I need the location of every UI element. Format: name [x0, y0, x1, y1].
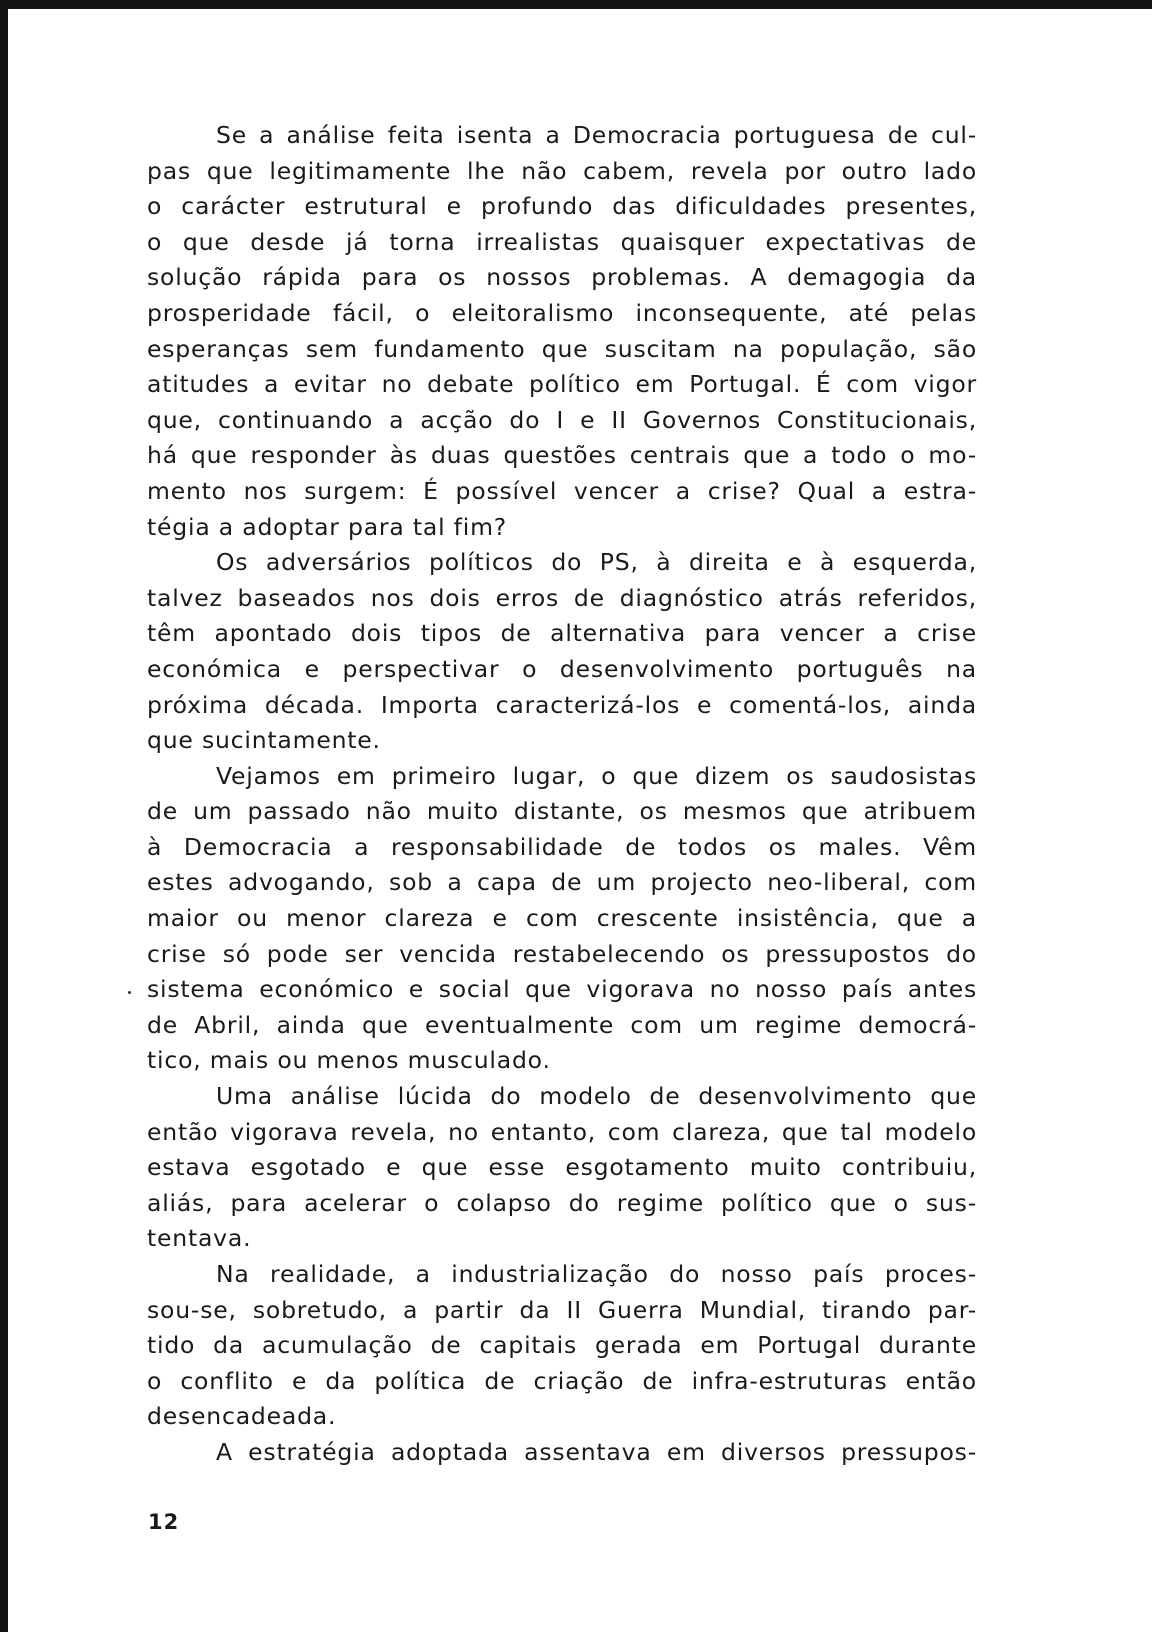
- text-line: então vigorava revela, no entanto, com clareza, que tal modelo: [147, 1117, 977, 1146]
- scan-border-top: [0, 0, 1152, 9]
- text-line: maior ou menor clareza e com crescente insistência, que a: [147, 904, 977, 933]
- text-line: de um passado não muito distante, os mesmos que atribuem: [147, 797, 977, 826]
- page-number: 12: [148, 1510, 180, 1534]
- text-line: tido da acumulação de capitais gerada em Portugal durante: [147, 1331, 977, 1360]
- text-line: há que responder às duas questões centrais que a todo o mo-: [147, 441, 977, 470]
- text-line: prosperidade fácil, o eleitoralismo inconsequente, até pelas: [147, 298, 977, 327]
- text-line: Uma análise lúcida do modelo de desenvolvimento que: [216, 1082, 977, 1111]
- text-line: têm apontado dois tipos de alternativa para vencer a crise: [147, 619, 977, 648]
- text-line: talvez baseados nos dois erros de diagnóstico atrás referidos,: [147, 583, 977, 612]
- page-body-text: [147, 118, 977, 1471]
- text-line: desencadeada.: [147, 1402, 337, 1431]
- text-line: Vejamos em primeiro lugar, o que dizem os saudosistas: [216, 761, 977, 790]
- text-line: sou-se, sobretudo, a partir da II Guerra Mundial, tirando par-: [147, 1295, 977, 1324]
- text-line: que, continuando a acção do I e II Governos Constitucionais,: [147, 405, 977, 434]
- text-line: o conflito e da política de criação de infra-estruturas então: [147, 1366, 977, 1395]
- text-line: Na realidade, a industrialização do nosso país proces-: [216, 1260, 977, 1288]
- text-line: estava esgotado e que esse esgotamento muito contribuiu,: [147, 1153, 977, 1182]
- text-line: o que desde já torna irrealistas quaisquer expectativas de: [147, 227, 977, 256]
- text-line: atitudes a evitar no debate político em Portugal. É com vigor: [147, 370, 977, 399]
- text-line: o carácter estrutural e profundo das dificuldades presentes,: [147, 192, 977, 221]
- text-line: que sucintamente.: [147, 726, 381, 755]
- text-line: à Democracia a responsabilidade de todos os males. Vêm: [147, 832, 977, 861]
- text-line: tico, mais ou menos musculado.: [147, 1046, 551, 1075]
- text-line: solução rápida para os nossos problemas. A demagogia da: [147, 263, 977, 292]
- text-line: tentava.: [147, 1224, 252, 1253]
- text-line: Os adversários políticos do PS, à direita e à esquerda,: [216, 548, 977, 577]
- text-line: aliás, para acelerar o colapso do regime político que o sus-: [147, 1188, 977, 1217]
- scan-border-left: [0, 0, 8, 1632]
- text-line: pas que legitimamente lhe não cabem, revela por outro lado: [147, 156, 977, 185]
- text-line: Se a análise feita isenta a Democracia portuguesa de cul-: [216, 121, 977, 149]
- text-line: de Abril, ainda que eventualmente com um regime democrá-: [147, 1010, 977, 1039]
- text-line: esperanças sem fundamento que suscitam na população, são: [147, 334, 977, 363]
- text-line: próxima década. Importa caracterizá-los e comentá-los, ainda: [147, 690, 977, 719]
- text-line: tégia a adoptar para tal fim?: [147, 512, 508, 541]
- scan-speck: [128, 991, 131, 994]
- text-line: crise só pode ser vencida restabelecendo os pressupostos do: [147, 939, 977, 968]
- text-line: sistema económico e social que vigorava no nosso país antes: [147, 975, 977, 1004]
- text-line: económica e perspectivar o desenvolvimento português na: [147, 654, 977, 683]
- text-line: mento nos surgem: É possível vencer a crise? Qual a estra-: [147, 476, 977, 505]
- text-line: A estratégia adoptada assentava em diversos pressupos-: [216, 1437, 977, 1466]
- text-line: estes advogando, sob a capa de um projecto neo-liberal, com: [147, 868, 977, 897]
